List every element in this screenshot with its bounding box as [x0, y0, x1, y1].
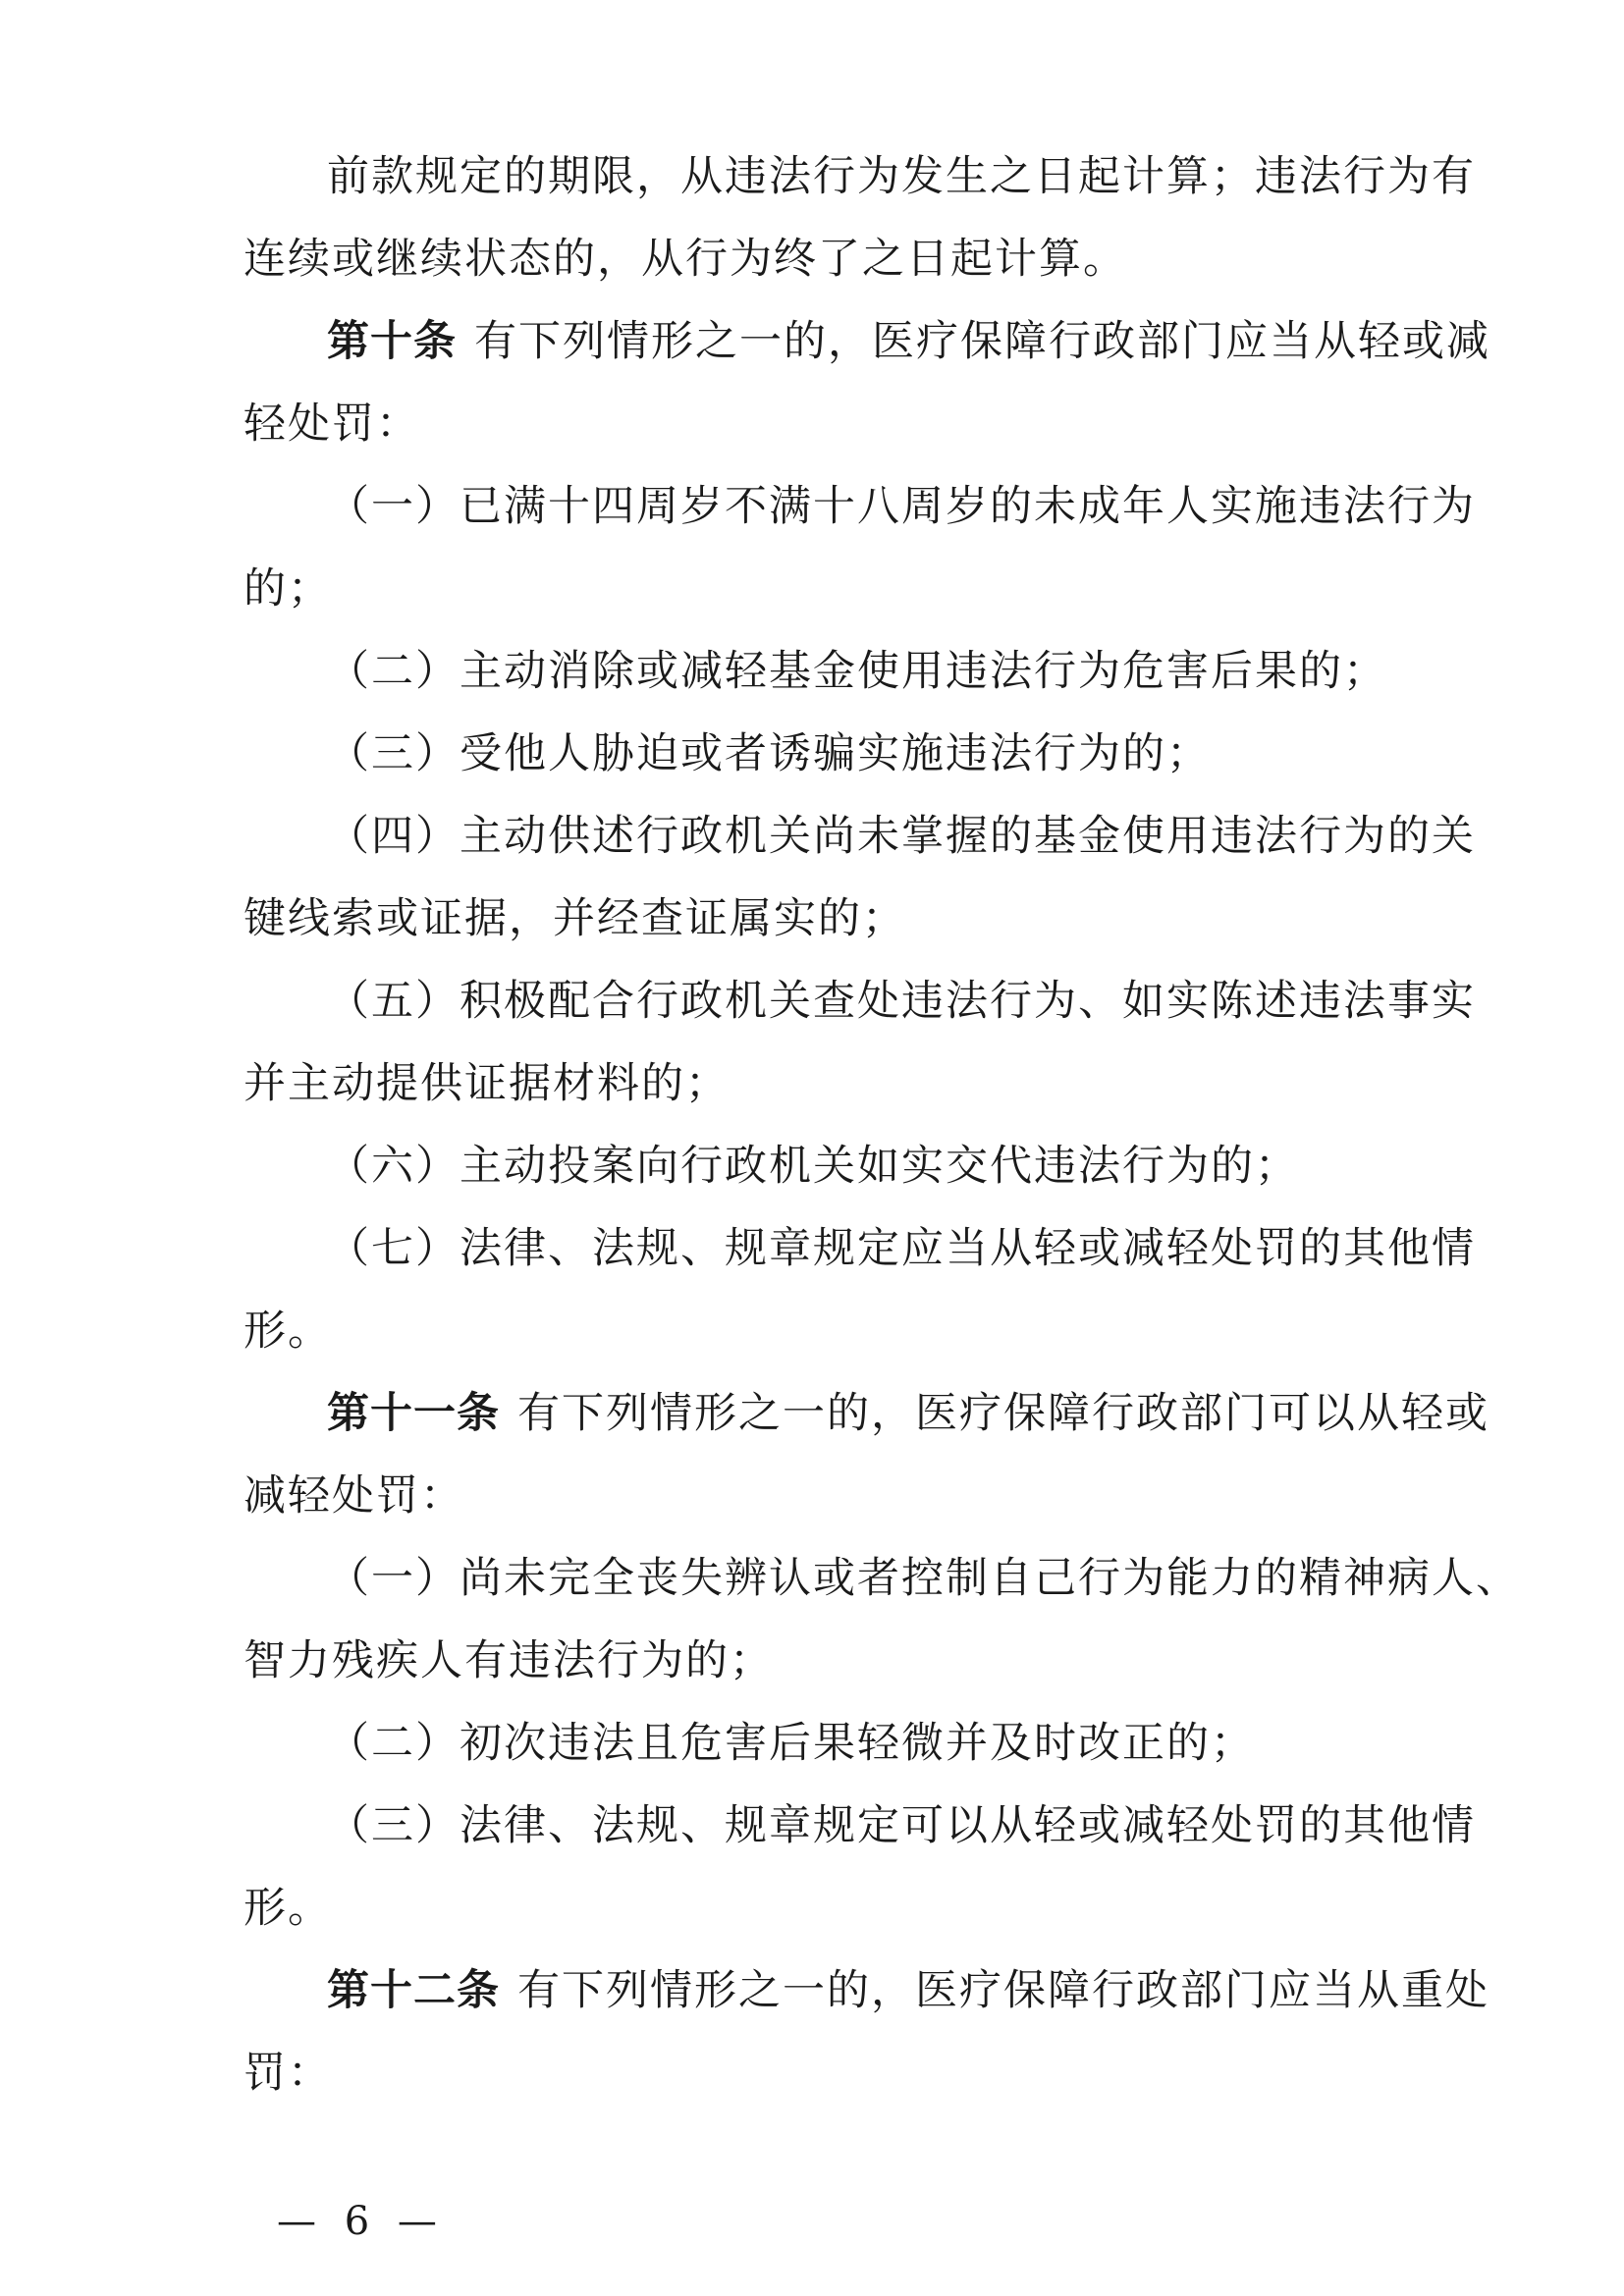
- article-12-title: 第十二条: [327, 1966, 500, 2015]
- list-item: （六）主动投案向行政机关如实交代违法行为的；: [327, 1142, 1299, 1191]
- paragraph-line: 减轻处罚：: [244, 1471, 464, 1521]
- list-item: （七）法律、法规、规章规定应当从轻或减轻处罚的其他情: [327, 1224, 1476, 1273]
- paragraph-line: 连续或继续状态的，从行为终了之日起计算。: [244, 235, 1127, 284]
- list-item-continuation: 形。: [244, 1884, 332, 1933]
- article-10-heading-line: [327, 312, 1490, 371]
- list-item-continuation: 形。: [244, 1307, 332, 1356]
- list-item: （四）主动供述行政机关尚未掌握的基金使用违法行为的关: [327, 812, 1476, 861]
- article-10-title: 第十条: [327, 317, 457, 366]
- list-item: （三）受他人胁迫或者诱骗实施违法行为的；: [327, 729, 1211, 778]
- list-item: （一）已满十四周岁不满十八周岁的未成年人实施违法行为: [327, 482, 1476, 531]
- article-11-text: 有下列情形之一的，医疗保障行政部门可以从轻或: [517, 1389, 1489, 1438]
- list-item-continuation: 的；: [244, 564, 332, 614]
- page-number: — 6 —: [277, 2199, 445, 2244]
- paragraph-line: 轻处罚：: [244, 400, 420, 449]
- list-item-continuation: 键线索或证据，并经查证属实的；: [244, 894, 906, 943]
- list-item: （三）法律、法规、规章规定可以从轻或减轻处罚的其他情: [327, 1801, 1476, 1850]
- article-11-title: 第十一条: [327, 1389, 500, 1438]
- article-11-heading-line: [327, 1384, 1489, 1443]
- article-12-heading-line: [327, 1961, 1489, 2020]
- list-item: （五）积极配合行政机关查处违法行为、如实陈述违法事实: [327, 977, 1476, 1026]
- list-item-continuation: 并主动提供证据材料的；: [244, 1059, 730, 1108]
- article-10-text: 有下列情形之一的，医疗保障行政部门应当从轻或减: [474, 317, 1490, 366]
- paragraph-line: 前款规定的期限，从违法行为发生之日起计算；违法行为有: [327, 152, 1476, 201]
- list-item: （一）尚未完全丧失辨认或者控制自己行为能力的精神病人、: [327, 1554, 1520, 1603]
- paragraph-line: 罚：: [244, 2049, 332, 2098]
- article-12-text: 有下列情形之一的，医疗保障行政部门应当从重处: [517, 1966, 1489, 2015]
- list-item-continuation: 智力残疾人有违法行为的；: [244, 1636, 774, 1685]
- list-item: （二）主动消除或减轻基金使用违法行为危害后果的；: [327, 647, 1387, 696]
- list-item: （二）初次违法且危害后果轻微并及时改正的；: [327, 1719, 1255, 1768]
